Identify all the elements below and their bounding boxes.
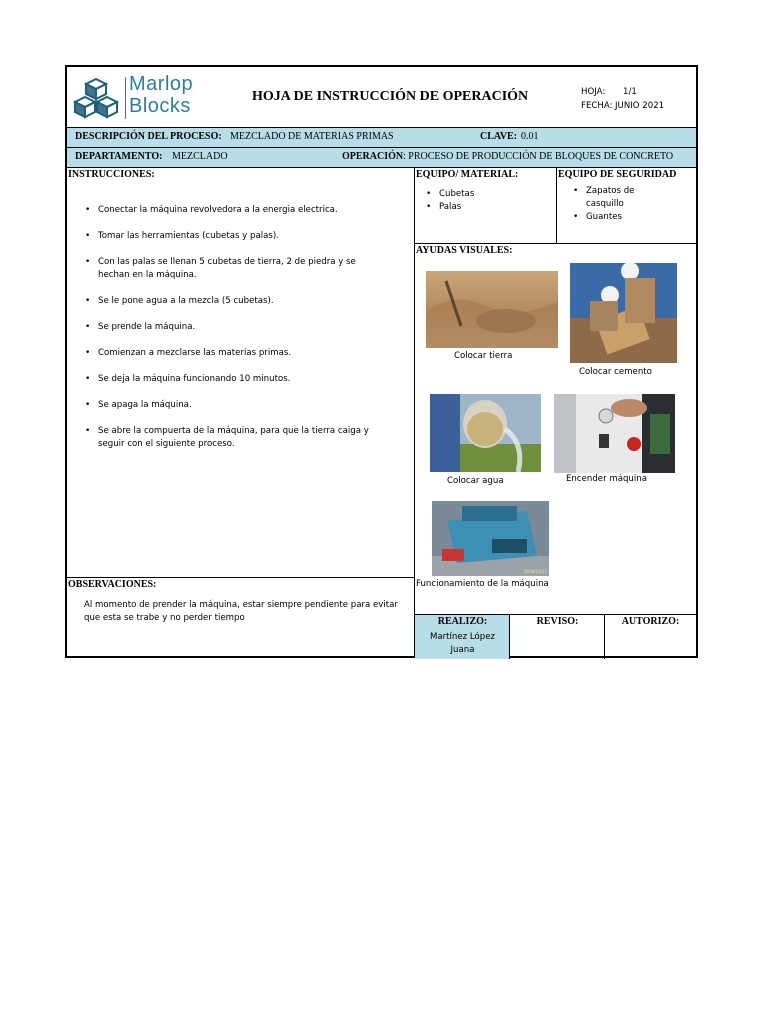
operacion-value: : PROCESO DE PRODUCCIÓN DE BLOQUES DE CONCRETO [403,151,674,162]
safety-panel [557,168,696,243]
safety-item: • Zapatos de casquillo [571,185,656,211]
instruction-sheet [65,65,698,658]
reviso-label: REVISO: [536,616,579,627]
descripcion-label: DESCRIPCIÓN DEL PROCESO: [75,131,222,142]
safety-item: • Guantes [571,211,656,224]
instruction-item: • Tomar las herramientas (cubetas y palas). [83,230,383,243]
safety-title: EQUIPO DE SEGURIDAD [558,169,677,180]
departamento-label: DEPARTAMENTO: [75,151,163,162]
fecha-value: JUNIO 2021 [615,101,665,111]
observations-panel [67,577,415,658]
instructions-list [83,204,383,451]
instruction-item: • Se apaga la máquina. [83,399,383,412]
fecha-label: FECHA: [581,101,613,111]
instruction-item: • Con las palas se llenan 5 cubetas de tierra, 2 de piedra y se hechan en la máquina. [83,256,383,282]
cubes-logo-icon [71,77,121,121]
machine-switch-photo [554,394,675,473]
instruction-item: • Se le pone agua a la mezcla (5 cubetas). [83,295,383,308]
autorizo-cell [605,615,696,659]
soil-photo [426,271,558,348]
observations-title: OBSERVACIONES: [68,579,157,590]
process-description-row [67,127,696,148]
realizo-cell [415,615,510,659]
safety-list [571,185,656,224]
svg-text:2018/10/11: 2018/10/11 [524,569,548,574]
machine-photo [432,501,549,576]
equipment-list [424,188,474,214]
signatures-row [415,614,696,658]
hoja-label: HOJA: [581,87,606,97]
visual-aids-panel [415,243,696,614]
autorizo-label: AUTORIZO: [621,616,680,627]
department-row [67,148,696,168]
realizo-label: REALIZO: [437,616,488,627]
logo [69,75,229,123]
observations-text: Al momento de prender la máquina, estar siempre pendiente para evitar que esta se trabe y no perder tiempo [84,600,398,623]
instruction-item: • Comienzan a mezclarse las materias primas. [83,347,383,360]
clave-value: 0.01 [521,131,539,142]
caption-colocar-agua: Colocar agua [447,476,504,486]
realizo-name: Martínez López Juana [429,632,496,655]
equipment-title: EQUIPO/ MATERIAL: [416,169,519,180]
instruction-item: • Se deja la máquina funcionando 10 minutos. [83,373,383,386]
equipment-item: • Cubetas [424,188,474,201]
water-photo [430,394,541,472]
hoja-value: 1/1 [623,87,637,97]
page-title: HOJA DE INSTRUCCIÓN DE OPERACIÓN [252,89,529,104]
instructions-title: INSTRUCCIONES: [68,169,155,180]
visual-aids-title: AYUDAS VISUALES: [416,245,513,256]
caption-colocar-tierra: Colocar tierra [454,351,513,361]
instruction-item: • Se abre la compuerta de la máquina, para que la tierra caiga y seguir con el siguiente proceso. [83,425,383,451]
caption-colocar-cemento: Colocar cemento [579,367,652,377]
instruction-item: • Se prende la máquina. [83,321,383,334]
instructions-panel [67,168,415,577]
logo-text-line2: Blocks [129,95,191,117]
caption-encender-maquina: Encender máquina [566,474,647,484]
reviso-cell [510,615,605,659]
equipment-item: • Palas [424,201,474,214]
logo-text-line1: Marlop [129,73,194,95]
logo-divider [125,77,126,119]
cement-photo [570,263,677,363]
descripcion-value: MEZCLADO DE MATERIAS PRIMAS [230,131,394,142]
instruction-item: • Conectar la máquina revolvedora a la energia electrica. [83,204,383,217]
departamento-value: MEZCLADO [172,151,228,162]
equipment-panel [415,168,557,243]
caption-funcionamiento-maquina: Funcionamiento de la máquina [416,579,549,589]
clave-label: CLAVE: [480,131,518,142]
operacion-label: OPERACIÓN [342,151,404,162]
